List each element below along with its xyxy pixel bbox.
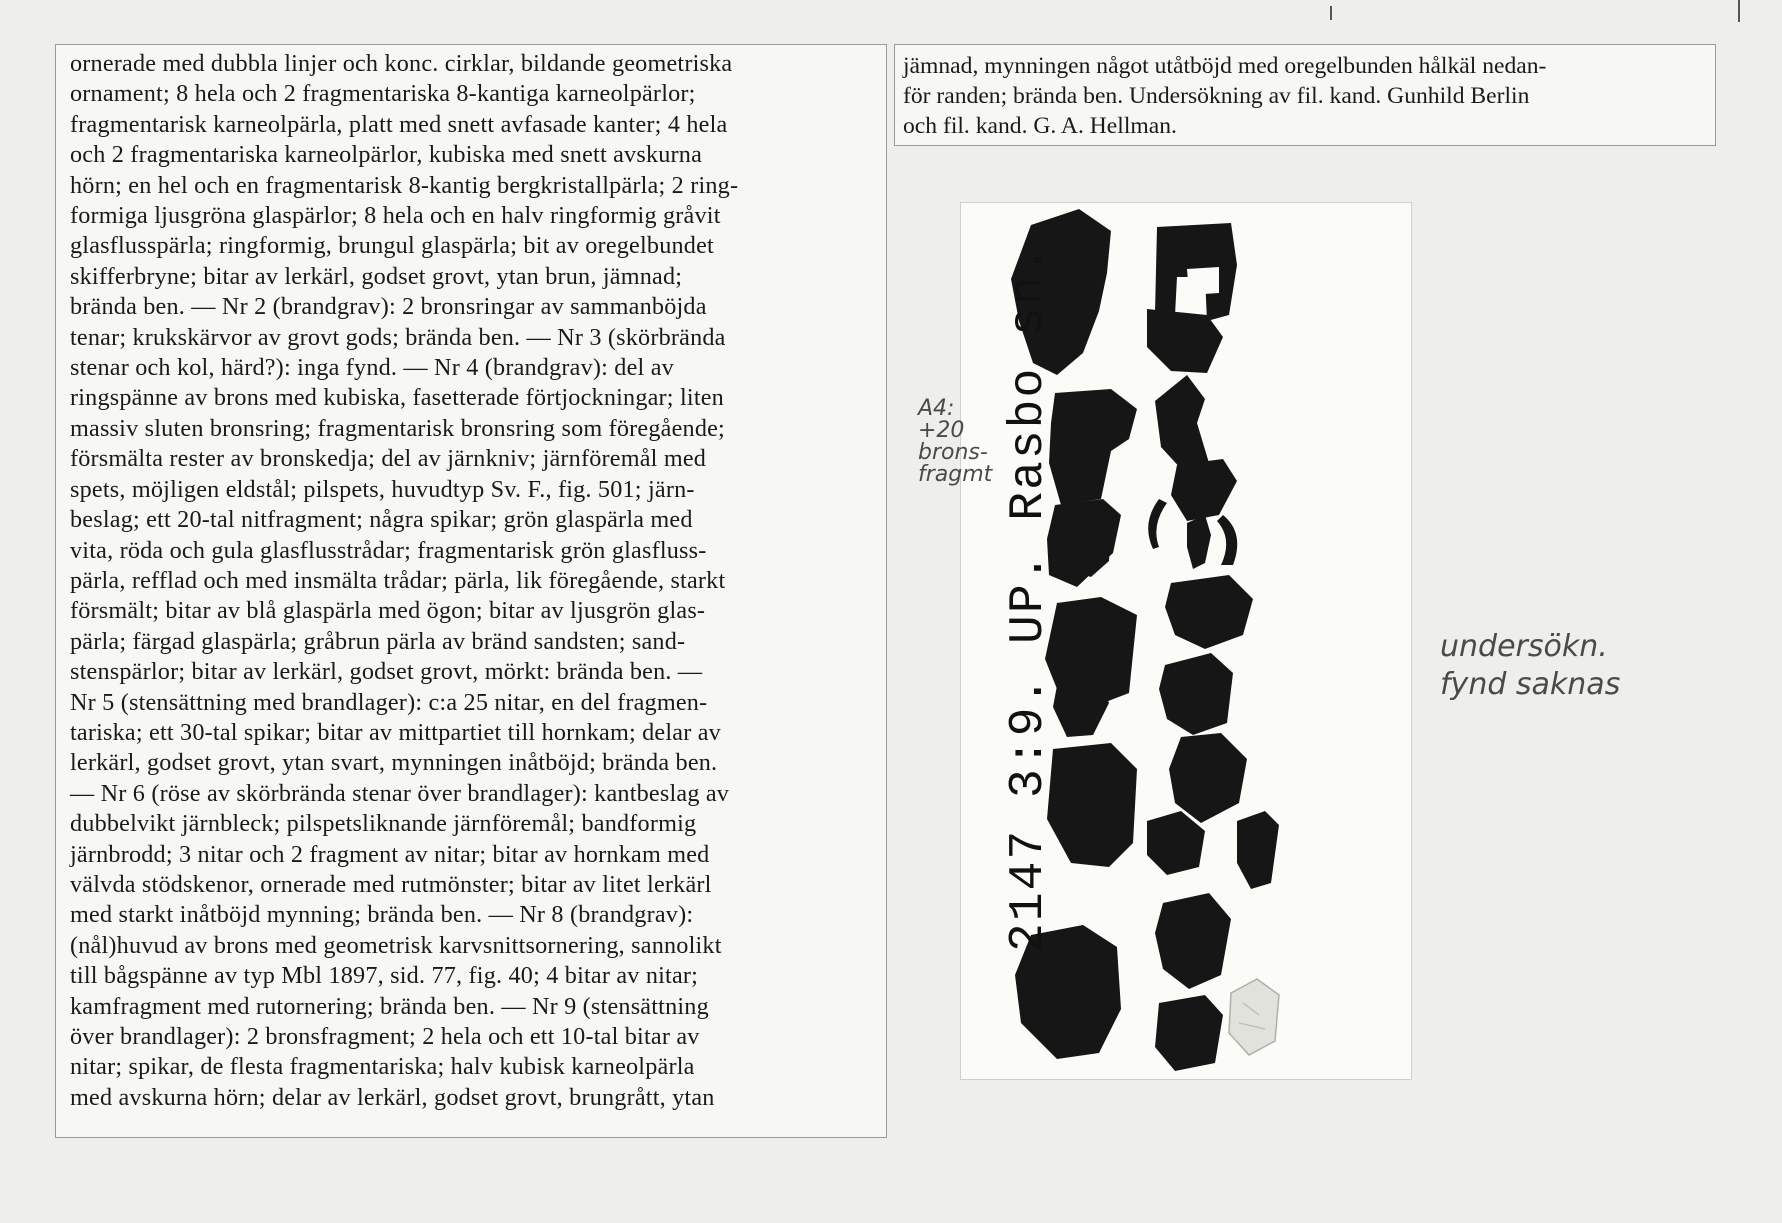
artifact-fragment (1148, 499, 1167, 549)
text-line: pärla; färgad glaspärla; gråbrun pärla av bränd sandsten; sand- (70, 627, 686, 655)
text-line: tenar; krukskärvor av grovt gods; brända ben. — Nr 3 (skörbrända (70, 323, 726, 351)
text-line: skifferbryne; bitar av lerkärl, godset grovt, ytan brun, jämnad; (70, 262, 683, 290)
artifact-fragment (1165, 575, 1253, 649)
pencil-note-right (1440, 628, 1620, 704)
handwritten-line: undersökn. (1440, 629, 1608, 664)
text-line: fragmentarisk karneolpärla, platt med snett avfasade kanter; 4 hela (70, 110, 728, 138)
handwritten-line: A4: (918, 396, 955, 421)
text-line: massiv sluten bronsring; fragmentarisk bronsring som föregående; (70, 414, 725, 442)
handwritten-line: +20 (918, 418, 965, 443)
text-line: till bågspänne av typ Mbl 1897, sid. 77, fig. 40; 4 bitar av nitar; (70, 962, 699, 990)
text-line: formiga ljusgröna glaspärlor; 8 hela och en halv ringformig gråvit (70, 202, 721, 230)
artifact-fragment (1237, 811, 1279, 889)
text-line: jämnad, mynningen något utåtböjd med oregelbunden hålkäl nedan- (903, 53, 1547, 79)
text-line: försmält; bitar av blå glaspärla med ögon; bitar av ljusgrön glas- (70, 597, 706, 625)
text-line: brända ben. — Nr 2 (brandgrav): 2 bronsringar av sammanböjda (70, 293, 707, 321)
artifact-fragment (1187, 515, 1211, 569)
artifact-fragment (1171, 459, 1237, 521)
text-line: — Nr 6 (röse av skörbrända stenar över brandlager): kantbeslag av (70, 779, 730, 807)
text-line: med avskurna hörn; delar av lerkärl, godset grovt, brungrått, ytan (70, 1083, 715, 1111)
text-line: beslag; ett 20-tal nitfragment; några spikar; grön glaspärla med (70, 506, 693, 534)
text-line: och fil. kand. G. A. Hellman. (903, 113, 1177, 139)
text-line: med starkt inåtböjd mynning; brända ben. — Nr 8 (brandgrav): (70, 901, 694, 929)
text-line: lerkärl, godset grovt, ytan svart, mynningen inåtböjd; brända ben. (70, 749, 718, 777)
artifact-fragment (1169, 733, 1247, 823)
text-line: Nr 5 (stensättning med brandlager): c:a 25 nitar, en del fragmen- (70, 688, 708, 716)
text-clipping-right (894, 44, 1716, 146)
artifact-fragment (1155, 893, 1231, 989)
artifact-fragment (1147, 811, 1205, 875)
text-line: välvda stödskenor, ornerade med rutmönster; bitar av litet lerkärl (70, 870, 712, 898)
text-line: järnbrodd; 3 nitar och 2 fragment av nitar; bitar av hornkam med (70, 840, 710, 868)
margin-mark (1738, 0, 1740, 22)
margin-mark (1330, 6, 1332, 20)
artifact-fragment (1217, 515, 1237, 565)
artifact-fragment (1065, 521, 1111, 577)
artifact-fragment (1047, 743, 1137, 867)
catalog-label: 2147 3:9. UP. Rasbo sn. (1002, 243, 1056, 952)
artifact-fragment (1187, 267, 1219, 295)
handwritten-line: fragmt (918, 462, 993, 487)
text-clipping-left (55, 44, 887, 1138)
text-line: stenar och kol, härd?): inga fynd. — Nr 4 (brandgrav): del av (70, 354, 674, 382)
text-line: tariska; ett 30-tal spikar; bitar av mittpartiet till hornkam; delar av (70, 718, 721, 746)
artifact-fragment (1159, 653, 1233, 735)
text-line: glasflusspärla; ringformig, brungul glaspärla; bit av oregelbundet (70, 232, 714, 260)
artifact-fragment (1049, 389, 1137, 505)
artifact-fragment (1155, 995, 1223, 1071)
text-line: försmälta rester av bronskedja; del av järnkniv; järnföremål med (70, 445, 707, 473)
text-line: (nål)huvud av brons med geometrisk karvsnittsornering, sannolikt (70, 931, 722, 959)
text-line: ornament; 8 hela och 2 fragmentariska 8-kantiga karneolpärlor; (70, 80, 696, 108)
text-line: dubbelvikt järnbleck; pilspetsliknande järnföremål; bandformig (70, 810, 697, 838)
pencil-note-a4 (918, 398, 992, 486)
text-line: kamfragment med rutornering; brända ben. — Nr 9 (stensättning (70, 992, 709, 1020)
text-line: ringspänne av brons med kubiska, fasetterade förtjockningar; liten (70, 384, 724, 412)
text-line: och 2 fragmentariska karneolpärlor, kubiska med snett avskurna (70, 141, 703, 169)
handwritten-line: fynd saknas (1440, 667, 1621, 702)
text-line: över brandlager): 2 bronsfragment; 2 hela och ett 10-tal bitar av (70, 1023, 700, 1050)
text-line: pärla, refflad och med insmälta trådar; pärla, lik föregående, starkt (70, 566, 726, 594)
text-line: vita, röda och gula glasflusstrådar; fragmentarisk grön glasfluss- (70, 536, 707, 564)
text-line: nitar; spikar, de flesta fragmentariska; halv kubisk karneolpärla (70, 1053, 695, 1081)
text-line: ornerade med dubbla linjer och konc. cirklar, bildande geometriska (70, 50, 733, 77)
text-line: spets, möjligen eldstål; pilspets, huvudtyp Sv. F., fig. 501; järn- (70, 475, 695, 503)
handwritten-line: brons- (918, 440, 988, 465)
text-line: stenspärlor; bitar av lerkärl, godset grovt, mörkt: brända ben. — (70, 658, 703, 686)
artifact-fragment (1229, 979, 1279, 1055)
artifact-fragment (1155, 375, 1209, 471)
text-line: för randen; brända ben. Undersökning av fil. kand. Gunhild Berlin (903, 83, 1530, 109)
text-line: hörn; en hel och en fragmentarisk 8-kantig bergkristallpärla; 2 ring- (70, 171, 739, 199)
